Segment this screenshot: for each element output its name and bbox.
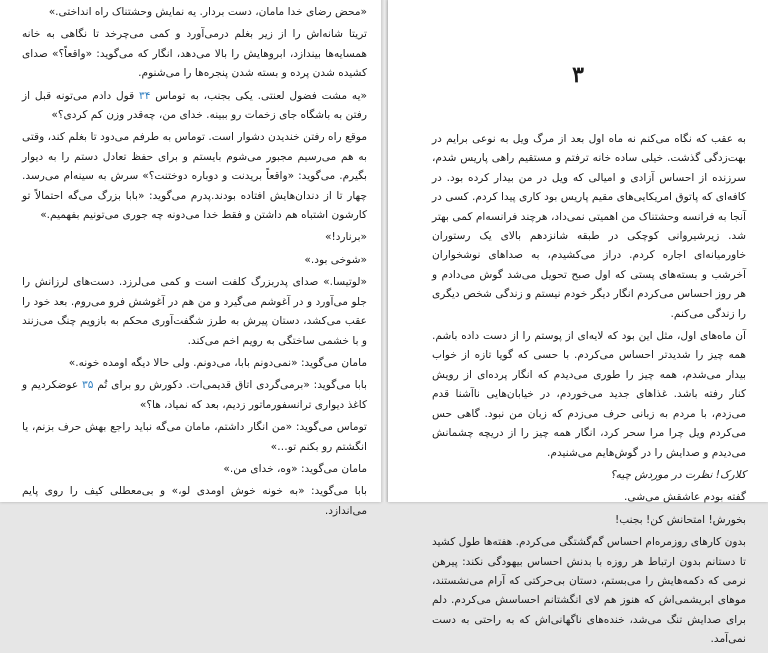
text-segment: موقع راه رفتن خندیدن دشوار است. توماس به طرفم می‌دود تا بغلم کند، وقتی به هم می‌رسیم مجبور می‌شوم بایستم و برای حفظ تعادل دستم را به دیوار بگیرم. می‌گوید: «واقعاً بریدنت و دوباره دوختنت؟» سرش به سینه‌ام می‌رسد. چهار تا از دندان‌هایش افتاده بودند.پدرم می‌گوید: «بابا بزرگ می‌گه احتمالاً تو کارشون اشتباه هم داشتن و فقط خدا می‌دونه چه جوری می‌تونیم بفهمیم.»	[22, 131, 367, 222]
paragraph	[22, 128, 367, 225]
text-segment: قول دادم می‌تونه قبل از رفتن به باشگاه جای زخمات رو ببینه. خدای من، چه‌قدر وزن کم کردی؟»	[22, 89, 367, 122]
paragraph	[22, 3, 367, 22]
footnote-number[interactable]: ۳۵	[82, 379, 94, 392]
text-segment: کلارک! نظرت در موردش چیه؟	[610, 468, 746, 481]
paragraph	[22, 25, 367, 83]
text-segment: بابا می‌گوید: «به خونه خوش اومدی لو،» و بی‌معطلی کیف را روی پایم می‌اندازد.	[22, 485, 367, 517]
text-segment: «یه مشت فضول لعنتی. یکی بجنب، به توماس	[150, 89, 368, 102]
paragraph	[22, 273, 367, 351]
right-page-text	[432, 130, 746, 653]
paragraph	[22, 251, 367, 270]
text-segment: گفته بودم عاشقش می‌شی.	[624, 491, 746, 504]
paragraph	[22, 228, 367, 247]
text-segment: «برنارد!»	[324, 231, 367, 244]
text-segment: تریتا شانه‌اش را از زیر بغلم درمی‌آورد و کمی می‌چرخد تا نگاهی به خانه همسایه‌ها بیندازد، ابروهایش را بالا می‌دهد، انگار که می‌گوید: «واقعاً؟» صدای کشیده شدن پرده و بسته شدن پنجره‌ها را می‌شنوم.	[22, 28, 367, 80]
paragraph	[22, 354, 367, 373]
footnote-number[interactable]: ۳۴	[139, 89, 151, 102]
paragraph	[432, 327, 746, 463]
book-gutter	[381, 0, 388, 502]
right-page	[388, 0, 768, 646]
text-segment: بدون کارهای روزمره‌ام احساس گم‌گشتگی می‌کردم. هفته‌ها طول کشید تا دستانم بدون ارتباط هر روزه با بدنش احساس بیهودگی نکند: پیرهن نرمی که دکمه‌هایش را می‌بستم، دستان بی‌حرکتی که آرام می‌نشستند، موهای ابریشمی‌اش که هنوز هم لای انگشتانم احساسش می‌کردم. دلم برای صدایش تنگ می‌شد، خنده‌های ناگهانی‌اش که به راحتی به دست نمی‌آمد.	[432, 536, 746, 646]
paragraph	[432, 511, 746, 530]
left-page-text	[22, 3, 367, 524]
text-segment: مامان می‌گوید: «وه، خدای من.»	[223, 462, 367, 475]
paragraph	[22, 87, 367, 126]
paragraph	[432, 466, 746, 485]
paragraph	[22, 376, 367, 415]
paragraph	[432, 533, 746, 649]
text-segment: عوضکردیم و کاغذ دیواری ترانسفورماتور زدیم، بعد که نمیاد، ها؟»	[22, 379, 367, 411]
chapter-number: ۳	[572, 62, 584, 88]
text-segment: آن ماه‌های اول، مثل این بود که لایه‌ای از پوستم را از دست داده باشم. همه چیز را شدیدتر احساس می‌کردم. با حسی که گویا تازه از خواب بیدار می‌شدم، همه چیز را طوری می‌دیدم که انگار پرده‌ای از رویش کنار رفته باشد. غذاهای جدید می‌خوردم، در خیابان‌هایی ناآشنا قدم می‌زدم، با مردم به زبانی حرف می‌زدم که زبان من نبود. گاهی حس می‌کردم ویل چرا مرا سحر کرد، انگار همه چیز را از دریچه چشمانش می‌دیدم و صدایش را در گوش‌هایم می‌شنیدم.	[432, 330, 746, 459]
text-segment: مامان می‌گوید: «نمی‌دونم بابا، می‌دونم. ولی حالا دیگه اومده خونه.»	[68, 356, 367, 369]
paragraph	[432, 130, 746, 324]
paragraph	[22, 418, 367, 457]
text-segment: به عقب که نگاه می‌کنم نه ماه اول بعد از مرگ ویل به نوعی برایم در بهت‌زدگی گذشت. خیلی ساده خانه ترفتم و مستقیم راهی پاریس شدم، سرزنده از احساس آزادی و امیالی که ویل در من بیدار کرده بود. در کافه‌ای که پاتوق امریکایی‌های مقیم پاریس بود کاری پیدا کردم. کسی در آنجا به فرانسه وحشتناک من اهمیتی نمی‌داد، هرچند فرانسه‌ام کمی بهتر شد. زیرشیروانی کوچکی در طبقه شانزدهم بالای یک رستوران خاورمیانه‌ای اجاره کردم. دراز می‌کشیدم، به صداهای نوشخواران آخرشب و بسته‌های پستی که اول صبح تحویل می‌شد گوش می‌دادم و هر روز احساس می‌کردم انگار دیگر خودم نیستم و زندگی شخص دیگری را زندگی می‌کنم.	[432, 133, 746, 320]
left-page	[0, 0, 381, 517]
text-segment: بابا می‌گوید: «برمی‌گردی اتاق قدیمی‌ات. دکورش رو برای تُم	[93, 379, 367, 392]
paragraph	[22, 460, 367, 479]
text-segment: توماس می‌گوید: «من انگار داشتم، مامان می‌گه نباید راجع بهش حرف بزنم، یا انگشتم رو بکنم تو…»	[22, 421, 367, 453]
paragraph	[22, 482, 367, 521]
text-segment: «لوتیسا.» صدای پدربزرگ کلفت است و کمی می‌لرزد. دست‌های لرزانش را جلو می‌آورد و در آغوشم می‌گیرد و من هم در آغوشش فرو می‌روم. بعد خود را عقب می‌کشد، دستان پیرش به طرز شگفت‌آوری محکم به بازویم چنگ می‌زنند و با خشمی ساختگی به رویم اخم می‌کند.	[22, 276, 367, 347]
text-segment: «محض رضای خدا مامان، دست بردار. یه نمایش وحشتناک راه انداختی.»	[48, 6, 367, 18]
paragraph	[432, 488, 746, 507]
text-segment: «شوخی بود.»	[304, 253, 367, 266]
text-segment: بخورش! امتحانش کن! بجنب!	[615, 513, 746, 526]
